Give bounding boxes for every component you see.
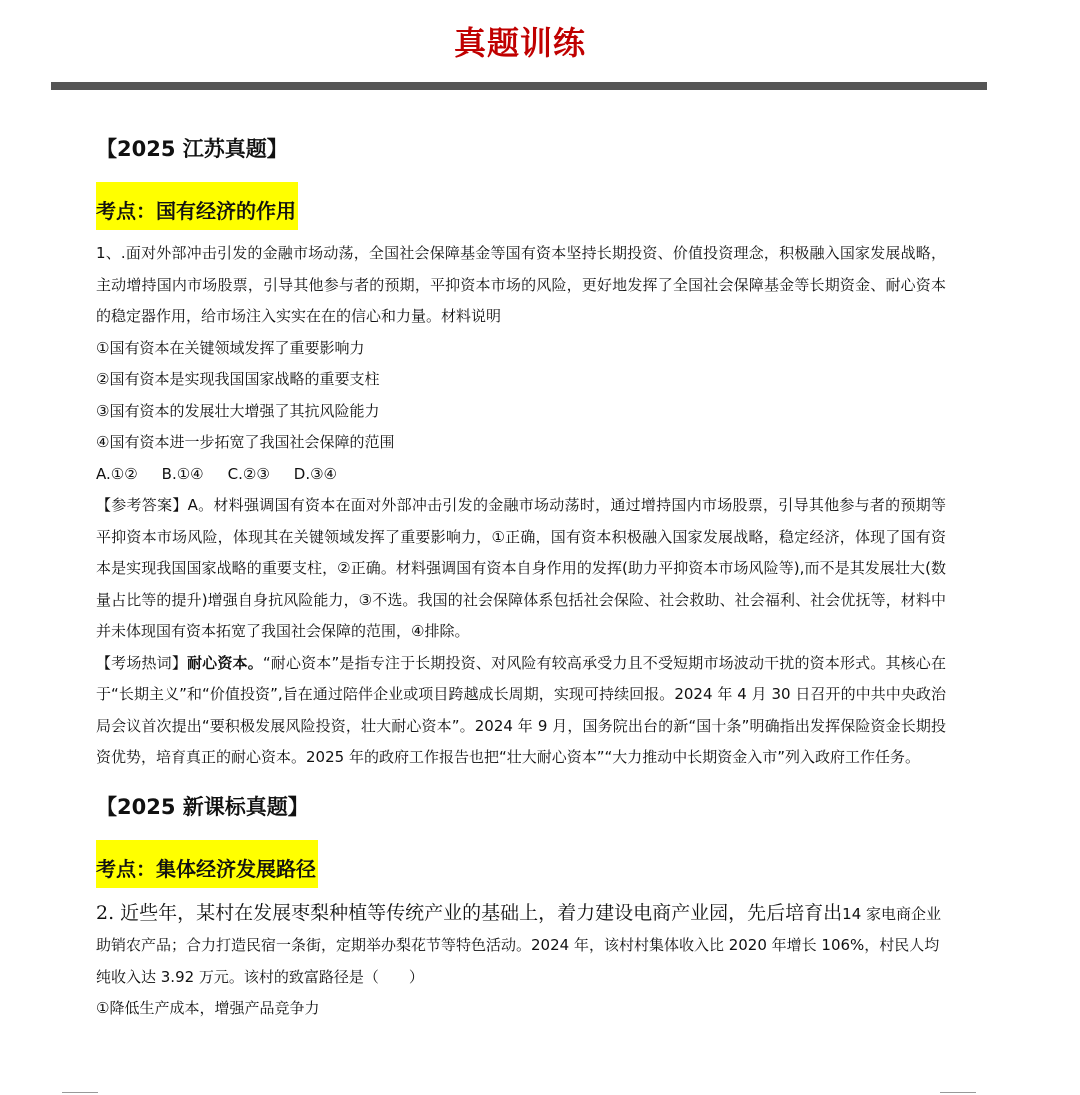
topic-highlight: 考点：国有经济的作用 [96, 182, 298, 230]
page-corner-mark-left [62, 1092, 98, 1093]
question-1-choices [96, 459, 946, 491]
question-2-stem [96, 896, 946, 994]
section-jiangsu [96, 134, 946, 774]
question-2-rest: 14 家电商企业助销农产品；合力打造民宿一条街，定期举办梨花节等特色活动。2024 年，该村村集体收入比 2020 年增长 106%，村民人均纯收入达 3.92 万元。该村的致富路径是（ ） [96, 904, 942, 986]
choice-b: B.①④ [161, 464, 204, 483]
choice-d: D.③④ [293, 464, 337, 483]
section-heading: 【2025 新课标真题】 [96, 794, 309, 819]
question-1-answer: 【参考答案】A。材料强调国有资本在面对外部冲击引发的金融市场动荡时，通过增持国内市场股票，引导其他参与者的预期等平抑资本市场风险，体现其在关键领域发挥了重要影响力，①正确，国有资本积极融入国家发展战略，稳定经济，体现了国有资本是实现我国国家战略的重要支柱，②正确。材料强调国有资本自身作用的发挥(助力平抑资本市场风险等),而不是其发展壮大(数量占比等的提升)增强自身抗风险能力，③不选。我国的社会保障体系包括社会保险、社会救助、社会福利、社会优抚等，材料中并未体现国有资本拓宽了我国社会保障的范围，④排除。 [96, 496, 946, 640]
page-title: 真题训练 [453, 24, 586, 62]
choice-c: C.②③ [227, 464, 270, 483]
hot-term-label: 【考场热词】 [96, 653, 188, 672]
question-1-option-3: ③国有资本的发展壮大增强了其抗风险能力 [96, 401, 380, 420]
document-body [96, 134, 946, 1025]
hot-term-text: “耐心资本”是指专注于长期投资、对风险有较高承受力且不受短期市场波动干扰的资本形式。其核心在于“长期主义”和“价值投资”,旨在通过陪伴企业或项目跨越成长周期，实现可持续回报。2024 年 4 月 30 日召开的中共中央政治局会议首次提出“要积极发展风险投资，壮大耐心资本”。2024 年 9 月，国务院出台的新“国十条”明确指出发挥保险资金长期投资优势，培育真正的耐心资本。2025 年的政府工作报告也把“壮大耐心资本”“大力推动中长期资金入市”列入政府工作任务。 [96, 653, 946, 766]
question-1-option-2: ②国有资本是实现我国国家战略的重要支柱 [96, 370, 380, 388]
question-2-option-1: ①降低生产成本，增强产品竞争力 [96, 999, 320, 1017]
question-2-lead: 2. 近些年，某村在发展枣梨种植等传统产业的基础上，着力建设电商产业园，先后培育出 [96, 901, 843, 924]
question-1-option-4: ④国有资本进一步拓宽了我国社会保障的范围 [96, 433, 395, 451]
section-heading: 【2025 江苏真题】 [96, 137, 288, 161]
question-1-stem: 1、.面对外部冲击引发的金融市场动荡，全国社会保障基金等国有资本坚持长期投资、价值投资理念，积极融入国家发展战略，主动增持国内市场股票，引导其他参与者的预期，平抑资本市场的风险，更好地发挥了全国社会保障基金等长期资金、耐心资本的稳定器作用，给市场注入实实在在的信心和力量。材料说明 [96, 244, 946, 325]
hot-term-paragraph [96, 648, 946, 774]
section-xinkebiao [96, 792, 946, 1025]
choice-a: A.①② [96, 464, 138, 483]
page-corner-mark-right [940, 1092, 976, 1093]
question-1-option-1: ①国有资本在关键领域发挥了重要影响力 [96, 338, 365, 357]
hot-term: 耐心资本。 [187, 653, 263, 672]
title-divider [51, 82, 987, 90]
topic-highlight: 考点：集体经济发展路径 [96, 840, 318, 888]
